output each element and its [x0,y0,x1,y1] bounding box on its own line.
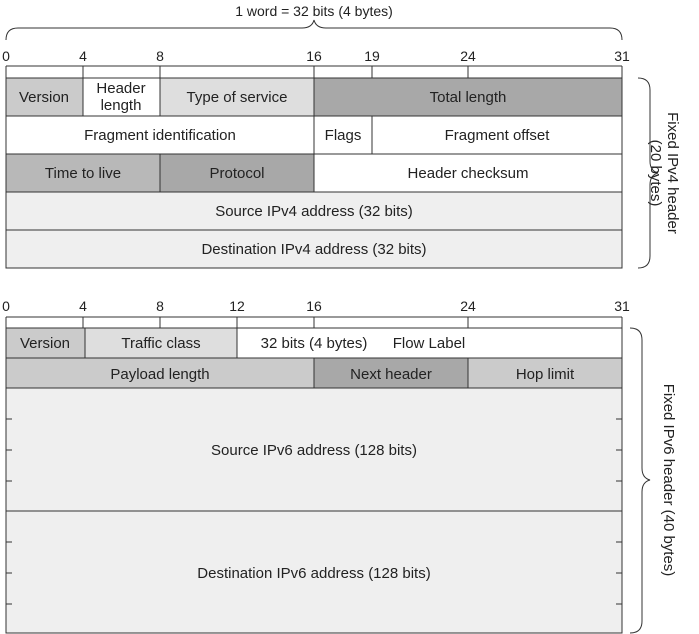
ipv4-type-of-service-label: Type of service [186,89,288,106]
ipv4-destination-address-label: Destination IPv4 address (32 bits) [201,241,427,258]
ipv6-flow-label-label: Flow Label [392,335,466,352]
ipv4-protocol-label: Protocol [209,165,265,182]
ipv6-side-label [660,384,677,577]
ipv6-bit-ruler [2,298,630,328]
ipv4-fragment-identification-label: Fragment identification [84,127,236,144]
ipv4-source-address-label: Source IPv4 address (32 bits) [215,203,413,220]
ipv6-hop-limit-label: Hop limit [515,366,575,383]
ipv4-header-checksum-label: Header checksum [407,165,529,182]
ipv4-side-label [647,112,681,234]
ipv6-bit-label: 0 [2,298,10,314]
ipv6-version-label: Version [19,335,71,352]
ipv4-bit-label: 24 [460,48,476,64]
ipv4-bit-ruler [2,48,630,78]
ipv4-bit-label: 4 [79,48,87,64]
ipv6-next-header-label: Next header [350,366,432,383]
ipv6-bit-label: 12 [229,298,245,314]
ipv6-bit-label: 4 [79,298,87,314]
ipv4-flags-label: Flags [324,127,362,144]
ipv4-bit-label: 19 [364,48,380,64]
ipv6-bit-label: 24 [460,298,476,314]
ipv6-bit-label: 16 [306,298,322,314]
ipv4-version-label: Version [18,89,70,106]
ipv4-header-length-label: Header [96,80,146,97]
ipv6-bit-label: 8 [156,298,164,314]
ipv4-side-label-line2: (20 bytes) [647,139,664,207]
ipv4-bit-label: 31 [614,48,630,64]
ipv4-bit-label: 8 [156,48,164,64]
ipv6-side-brace [630,328,650,633]
ipv4-bit-label: 0 [2,48,10,64]
ipv4-fragment-offset-label: Fragment offset [444,127,550,144]
ipv6-traffic-class-label: Traffic class [121,335,201,352]
ipv4-bit-label: 16 [306,48,322,64]
ipv4-header-length-label: length [100,97,142,114]
ipv6-payload-length-label: Payload length [110,366,210,383]
ipv4-total-length-label: Total length [429,89,507,106]
ipv6-side-label-text: Fixed IPv6 header (40 bytes) [660,383,677,577]
word-size-label: 1 word = 32 bits (4 bytes) [235,3,393,19]
word-brace [6,20,622,40]
ipv4-side-label-line1: Fixed IPv4 header [664,112,681,234]
ipv4-time-to-live-label: Time to live [44,165,122,182]
ipv6-bit-label: 31 [614,298,630,314]
ipv6-source-address-label: Source IPv6 address (128 bits) [211,442,417,459]
ipv6-destination-address-label: Destination IPv6 address (128 bits) [197,565,431,582]
ipv6-flow-label-size-label: 32 bits (4 bytes) [260,335,368,352]
